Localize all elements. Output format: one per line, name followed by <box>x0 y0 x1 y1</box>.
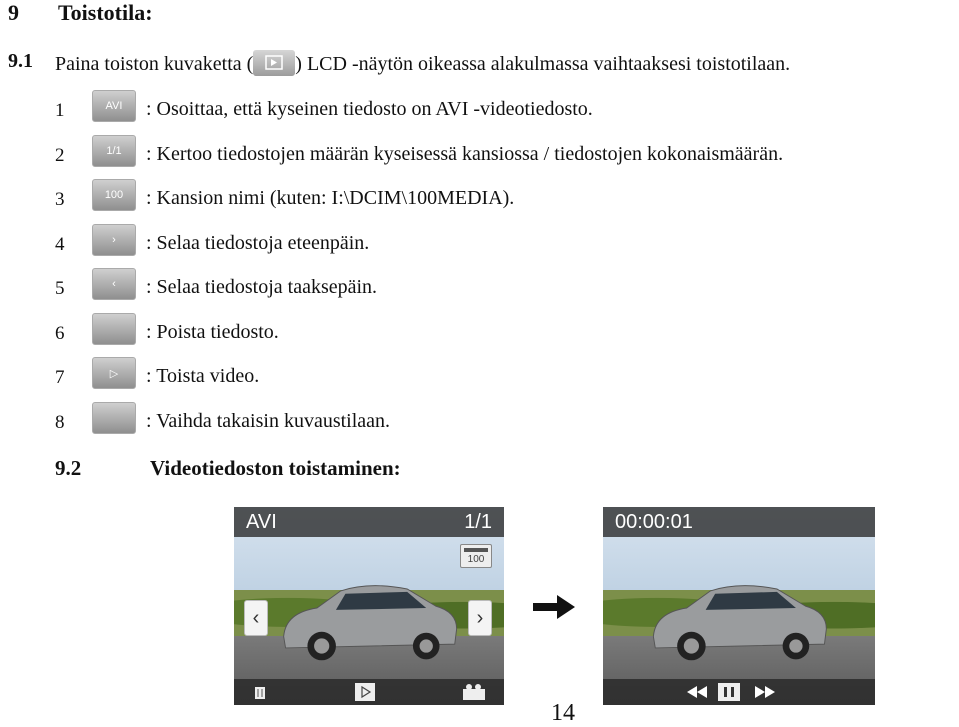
step-text-after: ) LCD -näytön oikeassa alakulmassa vaihtaaksesi toistotilaan. <box>295 53 791 75</box>
section-number: 9 <box>8 0 19 25</box>
camera-mode-icon[interactable] <box>462 683 486 701</box>
item-text: : Vaihda takaisin kuvaustilaan. <box>146 410 391 432</box>
file-count-label: 1/1 <box>464 511 492 533</box>
item-text: : Osoittaa, että kyseinen tiedosto on AVI -videotiedosto. <box>146 98 593 120</box>
item-number: 4 <box>55 234 65 255</box>
item-number: 2 <box>55 145 65 166</box>
playback-screen-browse <box>234 507 504 705</box>
fast-forward-icon[interactable] <box>753 684 777 700</box>
item-number: 5 <box>55 278 65 299</box>
car-image <box>641 570 837 665</box>
rewind-icon[interactable] <box>685 684 709 700</box>
playback-time-label: 00:00:01 <box>615 511 693 533</box>
subsection-number: 9.2 <box>55 456 82 480</box>
item-number: 6 <box>55 323 65 344</box>
icon-label: ▷ <box>109 367 119 380</box>
screen-status-bar <box>603 507 875 537</box>
folder-label: 100 <box>467 554 485 565</box>
icon-label: 1/1 <box>106 145 122 157</box>
play-icon[interactable] <box>354 682 376 702</box>
next-file-button[interactable]: › <box>468 600 492 636</box>
item-text: : Kansion nimi (kuten: I:\DCIM\100MEDIA). <box>146 187 515 209</box>
step-text <box>55 50 790 76</box>
file-count-icon <box>92 135 136 167</box>
item-text: : Selaa tiedostoja eteenpäin. <box>146 232 370 254</box>
item-text: : Toista video. <box>146 365 260 387</box>
folder-icon <box>92 179 136 211</box>
step-number: 9.1 <box>8 50 33 72</box>
page-number: 14 <box>551 700 575 726</box>
car-image <box>272 570 466 665</box>
play-icon <box>253 50 295 76</box>
file-type-label: AVI <box>246 511 277 533</box>
arrow-right-icon <box>533 595 575 619</box>
icon-label: › <box>112 234 116 246</box>
avi-icon <box>92 90 136 122</box>
item-number: 1 <box>55 100 65 121</box>
item-number: 8 <box>55 412 65 433</box>
pause-icon[interactable] <box>717 682 741 702</box>
screen-status-bar <box>234 507 504 537</box>
step-text-before: Paina toiston kuvaketta ( <box>55 53 254 75</box>
play-icon <box>92 357 136 389</box>
item-number: 3 <box>55 189 65 210</box>
icon-label: ‹ <box>112 278 116 290</box>
icon-label: 100 <box>104 189 124 201</box>
item-text: : Kertoo tiedostojen määrän kyseisessä kansiossa / tiedostojen kokonaismäärän. <box>146 143 784 165</box>
folder-icon <box>460 544 492 568</box>
subsection-title: Videotiedoston toistaminen: <box>150 456 401 480</box>
trash-icon <box>92 313 136 345</box>
previous-icon <box>92 268 136 300</box>
section-title: Toistotila: <box>58 0 153 25</box>
item-number: 7 <box>55 367 65 388</box>
playback-screen-playing <box>603 507 875 705</box>
item-text: : Selaa tiedostoja taaksepäin. <box>146 276 378 298</box>
previous-file-button[interactable]: ‹ <box>244 600 268 636</box>
icon-label: AVI <box>105 100 123 112</box>
screen-toolbar <box>234 679 504 705</box>
item-text: : Poista tiedosto. <box>146 321 279 343</box>
playback-controls <box>603 679 875 705</box>
camera-mode-icon <box>92 402 136 434</box>
trash-icon[interactable] <box>252 684 268 700</box>
next-icon <box>92 224 136 256</box>
